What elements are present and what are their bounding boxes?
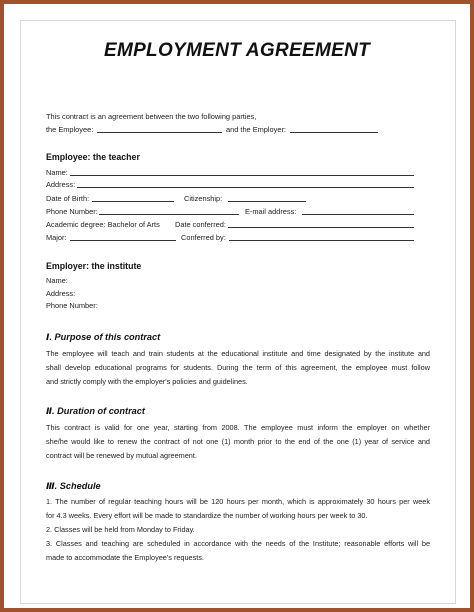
paragraph-line: 2. Classes will be held from Monday to Friday. <box>46 525 195 534</box>
paragraph-line: This contract is valid for one year, starting from 2008. The employee must inform the employer on whether <box>46 423 430 432</box>
paragraph-line: shall develop educational programs for students. During the term of this agreement, the employee must follow <box>46 363 430 372</box>
paragraph-line: for 4.3 weeks. Every effort will be made to standardize the number of working hours per week to 30. <box>46 511 368 520</box>
employee-phone-label: Phone Number: <box>46 207 98 216</box>
employee-party-label: the Employee: <box>46 125 94 134</box>
section-purpose-heading: Ⅰ. Purpose of this contract <box>46 332 161 342</box>
section-duration-text <box>46 421 430 463</box>
dob-label: Date of Birth: <box>46 194 90 203</box>
dob-field[interactable] <box>92 201 174 202</box>
paragraph-line: and strictly comply with the employer's policies and guidelines. <box>46 377 248 386</box>
employer-party-label: and the Employer: <box>226 125 286 134</box>
date-conferred-label: Date conferred: <box>175 220 226 229</box>
section-schedule-text <box>46 495 430 565</box>
section-purpose-text <box>46 347 430 389</box>
email-field[interactable] <box>302 214 414 215</box>
employer-phone-label: Phone Number: <box>46 301 98 310</box>
paragraph-line: contract will be renewed by mutual agreement. <box>46 451 197 460</box>
citizenship-field[interactable] <box>228 201 306 202</box>
employer-address-label: Address: <box>46 289 76 298</box>
employee-address-field[interactable] <box>77 187 414 188</box>
employee-address-label: Address: <box>46 180 76 189</box>
major-field[interactable] <box>70 240 176 241</box>
employee-party-field[interactable] <box>97 132 222 133</box>
email-label: E-mail address: <box>245 207 297 216</box>
paragraph-line: The employee will teach and train students at the educational institute and time designated by the institute and <box>46 349 430 358</box>
major-label: Major: <box>46 233 67 242</box>
employee-name-label: Name: <box>46 168 68 177</box>
employer-name-label: Name: <box>46 276 68 285</box>
employer-party-field[interactable] <box>290 132 378 133</box>
paragraph-line: 1. The number of regular teaching hours will be 120 hours per month, which is approximately 30 hours per week <box>46 497 430 506</box>
paragraph-line: she/he would like to renew the contract of not one (1) month prior to the end of the one (1) year of service and <box>46 437 430 446</box>
intro-line: This contract is an agreement between the two following parties, <box>46 112 257 121</box>
conferred-by-field[interactable] <box>229 240 414 241</box>
employee-name-field[interactable] <box>70 175 414 176</box>
section-schedule-heading: Ⅲ. Schedule <box>46 481 101 491</box>
degree-label: Academic degree: Bachelor of Arts <box>46 220 160 229</box>
citizenship-label: Citizenship: <box>184 194 223 203</box>
date-conferred-field[interactable] <box>228 227 414 228</box>
paragraph-line: made to accommodate the Employee's requests. <box>46 553 204 562</box>
paragraph-line: 3. Classes and teaching are scheduled in accordance with the needs of the Institute; reasonable efforts will be <box>46 539 430 548</box>
conferred-by-label: Conferred by: <box>181 233 226 242</box>
employee-phone-field[interactable] <box>99 214 239 215</box>
employee-heading: Employee: the teacher <box>46 152 140 162</box>
employer-heading: Employer: the institute <box>46 261 142 271</box>
document-title: EMPLOYMENT AGREEMENT <box>103 40 371 61</box>
section-duration-heading: Ⅱ. Duration of contract <box>46 406 145 416</box>
